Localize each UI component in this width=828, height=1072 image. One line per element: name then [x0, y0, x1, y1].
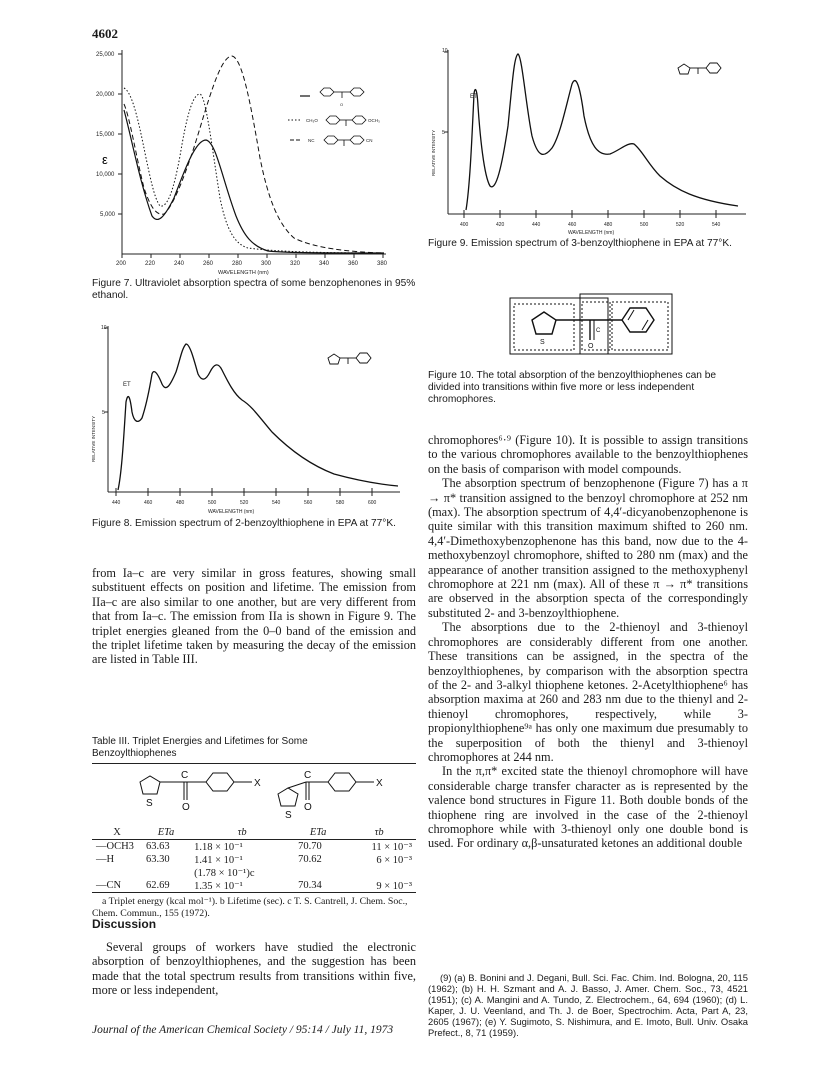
table-row	[92, 879, 416, 893]
x-tick: 480	[604, 222, 613, 228]
x-tick: 560	[304, 500, 313, 506]
svg-text:X: X	[254, 778, 261, 789]
cell: 9 × 10⁻³	[376, 880, 412, 892]
x-tick: 440	[532, 222, 541, 228]
cell: 70.34	[298, 880, 322, 891]
table-3-title: Table III. Triplet Energies and Lifetimes for Some Benzoylthiophenes	[92, 736, 308, 759]
y-axis-label: RELATIVE INTENSITY	[431, 129, 436, 176]
cell: 1.41 × 10⁻¹	[194, 854, 243, 866]
figure-7-legend	[288, 88, 380, 146]
figure-10	[508, 292, 678, 362]
y-tick: 5,000	[100, 212, 116, 218]
et-annotation: ET	[470, 94, 478, 100]
col-header: ETa	[157, 827, 175, 838]
y-tick: 20,000	[96, 92, 115, 98]
discussion-paragraph: Several groups of workers have studied the electronic absorption of benzoylthiophenes, and the suggestion has been made that the total spectrum results from transitions within five, more or less independent,	[92, 940, 416, 998]
figure-8-caption: Figure 8. Emission spectrum of 2-benzoylthiophene in EPA at 77°K.	[92, 518, 397, 529]
x-tick: 200	[116, 261, 127, 267]
y-tick: 10,000	[96, 172, 115, 178]
x-tick: 600	[368, 500, 377, 506]
table-row	[92, 866, 416, 879]
x-tick: 540	[272, 500, 281, 506]
x-tick: 500	[208, 500, 217, 506]
col-header: X	[113, 827, 121, 838]
y-tick: 10	[101, 325, 107, 331]
svg-text:CN: CN	[366, 138, 373, 143]
cell: 6 × 10⁻³	[376, 854, 412, 866]
cell: —OCH3	[96, 841, 134, 852]
svg-text:C: C	[304, 770, 312, 781]
y-axis-label: ε	[102, 152, 108, 167]
svg-text:S: S	[540, 339, 545, 346]
x-tick: 280	[232, 261, 243, 267]
figure-10-diagram	[508, 292, 678, 362]
body-paragraph: The absorptions due to the 2-thienoyl and 3-thienoyl chromophores are considerably different from one another. These transitions can be assigned, in the spectra of the benzoylthiophenes, by comparison with the absorption spectra of the 2- and 3-alkyl thiophene ketones. 2-Acetylthiophene⁶ has absorption maxima at 260 and 283 nm due to the thienyl and 2-thienoyl chromophores, respectively, while 3-propionylthiophene⁹ᵃ has only one maximum due presumably to the superposition of both the thienyl and 3-thienoyl chromophores at 244 nm.	[428, 620, 748, 764]
body-paragraph: chromophores⁶·⁹ (Figure 10). It is possible to assign transitions to the various chromophores available to the benzoylthiophenes on the basis of comparison with model compounds.	[428, 433, 748, 476]
results-paragraph: from Ia–c are very similar in gross features, showing small substituent effects on position and lifetime. The emission from IIa–c are also similar to one another, but are very different from that from Ia–c. The emission from IIa is shown in Figure 9. The triplet energies gleaned from the 0–0 band of the emission and the triplet lifetime taken by measuring the decay of the emission are listed in Table III.	[92, 566, 416, 667]
figure-7	[88, 48, 413, 278]
figure-7-caption: Figure 7. Ultraviolet absorption spectra of some benzophenones in 95% ethanol.	[92, 278, 416, 301]
svg-text:C: C	[596, 328, 601, 334]
table-row	[92, 840, 416, 854]
body-paragraph: In the π,π* excited state the thienoyl chromophore will have considerable charge transfer character as is represented by the valence bond structures in Figure 11. Both double bonds of the thiophene ring are involved in the case of the 2-thienoyl chromophore while with 3-thienoyl only one double bond is used. For ordinary α,β-unsaturated ketones an additional double	[428, 764, 748, 851]
svg-text:C: C	[181, 770, 189, 781]
col-header: τb	[237, 827, 247, 838]
table-3-grid	[92, 826, 416, 893]
x-tick: 500	[640, 222, 649, 228]
page-number: 4602	[92, 26, 118, 41]
x-tick: 400	[460, 222, 469, 228]
svg-text:S: S	[285, 810, 292, 821]
x-axis-label: WAVELENGTH (nm)	[218, 270, 269, 276]
y-tick: 10	[442, 48, 448, 54]
x-tick: 420	[496, 222, 505, 228]
figure-8	[88, 322, 413, 518]
cell	[294, 866, 342, 879]
x-tick: 520	[676, 222, 685, 228]
svg-text:CH₃O: CH₃O	[306, 118, 318, 123]
cell: 70.62	[298, 854, 322, 865]
x-tick: 260	[203, 261, 214, 267]
x-tick: 320	[290, 261, 301, 267]
y-tick: 15,000	[96, 132, 115, 138]
y-axis-label: RELATIVE INTENSITY	[91, 415, 96, 462]
x-tick: 240	[174, 261, 185, 267]
svg-text:NC: NC	[308, 138, 315, 143]
cell: 62.69	[146, 880, 170, 891]
x-tick: 520	[240, 500, 249, 506]
x-tick: 440	[112, 500, 121, 506]
body-paragraph: The absorption spectrum of benzophenone (Figure 7) has a π → π* transition assigned to the benzoyl chromophore at 252 nm (max). The absorption spectrum of 4,4′-dicyanobenzophenone is quite similar with this transition maximum shifted to 260 nm. 4,4′-Dimethoxybenzophenone has this band, now due to the 4-methoxybenzoyl chromophore, shifted to 280 nm (max) and the appearance of another transition assigned to the methoxyphenyl chromophore at 221 nm (max). All of these π → π* transitions are observed in the absorption specta of the correspondingly substituted 2- and 3-benzoylthiophene.	[428, 476, 748, 620]
x-tick: 220	[145, 261, 156, 267]
svg-text:S: S	[146, 798, 153, 809]
cell	[142, 866, 190, 879]
y-tick: 5	[442, 130, 445, 136]
figure-9-plot	[428, 46, 748, 238]
references: (9) (a) B. Bonini and J. Degani, Bull. Sci. Fac. Chim. Ind. Bologna, 20, 115 (1962); (b) H. H. Szmant and A. J. Basso, J. Amer. Chem. Soc., 73, 4521 (1951); (c) A. Mangini and A. Tundo, Z. Electrochem., 64, 694 (1960); (d) L. Kaper, J. U. Veenland, and Th. J. de Boer, Spectrochim. Acta, Part A, 23, 2605 (1967); (e) Y. Sugimoto, S. Nishimura, and E. Imoto, Bull. Univ. Osaka Prefect., 8, 71 (1959).	[428, 972, 748, 1038]
2-benzoylthiophene-structure	[328, 353, 371, 364]
figure-10-caption: Figure 10. The total absorption of the benzoylthiophenes can be divided into transitions within five more or less independent chromophores.	[428, 370, 717, 405]
svg-text:OCH₃: OCH₃	[368, 118, 380, 123]
figure-9-caption: Figure 9. Emission spectrum of 3-benzoylthiophene in EPA at 77°K.	[428, 238, 733, 249]
3-benzoylthiophene-structure	[678, 63, 721, 74]
x-tick: 460	[568, 222, 577, 228]
cell: (1.78 × 10⁻¹)c	[194, 867, 255, 879]
cell: 63.63	[146, 841, 170, 852]
col-header: ETa	[309, 827, 327, 838]
cell: —H	[96, 854, 115, 865]
svg-text:X: X	[376, 778, 383, 789]
x-tick: 300	[261, 261, 272, 267]
cell: —CN	[96, 880, 122, 891]
dimethoxy-curve	[124, 88, 384, 253]
y-tick: 25,000	[96, 52, 115, 58]
cell: 70.70	[298, 841, 322, 852]
y-tick: 5	[102, 410, 105, 416]
x-axis-label: WAVELENGTH (nm)	[208, 509, 255, 515]
cell	[92, 866, 142, 879]
x-axis-label: WAVELENGTH (nm)	[568, 230, 615, 236]
figure-7-plot	[88, 48, 413, 278]
table-3-structures	[92, 763, 416, 824]
cell: 11 × 10⁻³	[371, 841, 412, 853]
cell: 63.30	[146, 854, 170, 865]
x-tick: 360	[348, 261, 359, 267]
cell: 1.18 × 10⁻¹	[194, 841, 243, 853]
dicyano-curve	[124, 56, 384, 253]
figure-9	[428, 46, 748, 238]
figure-8-plot	[88, 322, 413, 518]
x-tick: 580	[336, 500, 345, 506]
table-3	[92, 736, 416, 919]
svg-text:O: O	[304, 802, 312, 813]
svg-text:O: O	[340, 102, 344, 107]
x-tick: 480	[176, 500, 185, 506]
x-tick: 460	[144, 500, 153, 506]
emission-curve-2-benzoylthiophene	[118, 344, 398, 490]
x-tick: 380	[377, 261, 388, 267]
et-annotation: ET	[123, 382, 131, 388]
cell: 1.35 × 10⁻¹	[194, 880, 243, 892]
x-tick: 540	[712, 222, 721, 228]
col-header: τb	[374, 827, 384, 838]
cell	[342, 866, 416, 879]
svg-text:O: O	[588, 343, 594, 350]
svg-text:O: O	[182, 802, 190, 813]
table-3-footnote: a Triplet energy (kcal mol⁻¹). b Lifetime (sec). c T. S. Cantrell, J. Chem. Soc., Chem. Commun., 155 (1972).	[92, 896, 408, 919]
discussion-heading: Discussion	[92, 917, 157, 931]
table-header-row	[92, 826, 416, 840]
journal-footer: Journal of the American Chemical Society / 95:14 / July 11, 1973	[92, 1024, 394, 1036]
table-row	[92, 853, 416, 866]
x-tick: 340	[319, 261, 330, 267]
benzophenone-curve	[124, 110, 384, 253]
emission-curve-3-benzoylthiophene	[466, 54, 738, 210]
